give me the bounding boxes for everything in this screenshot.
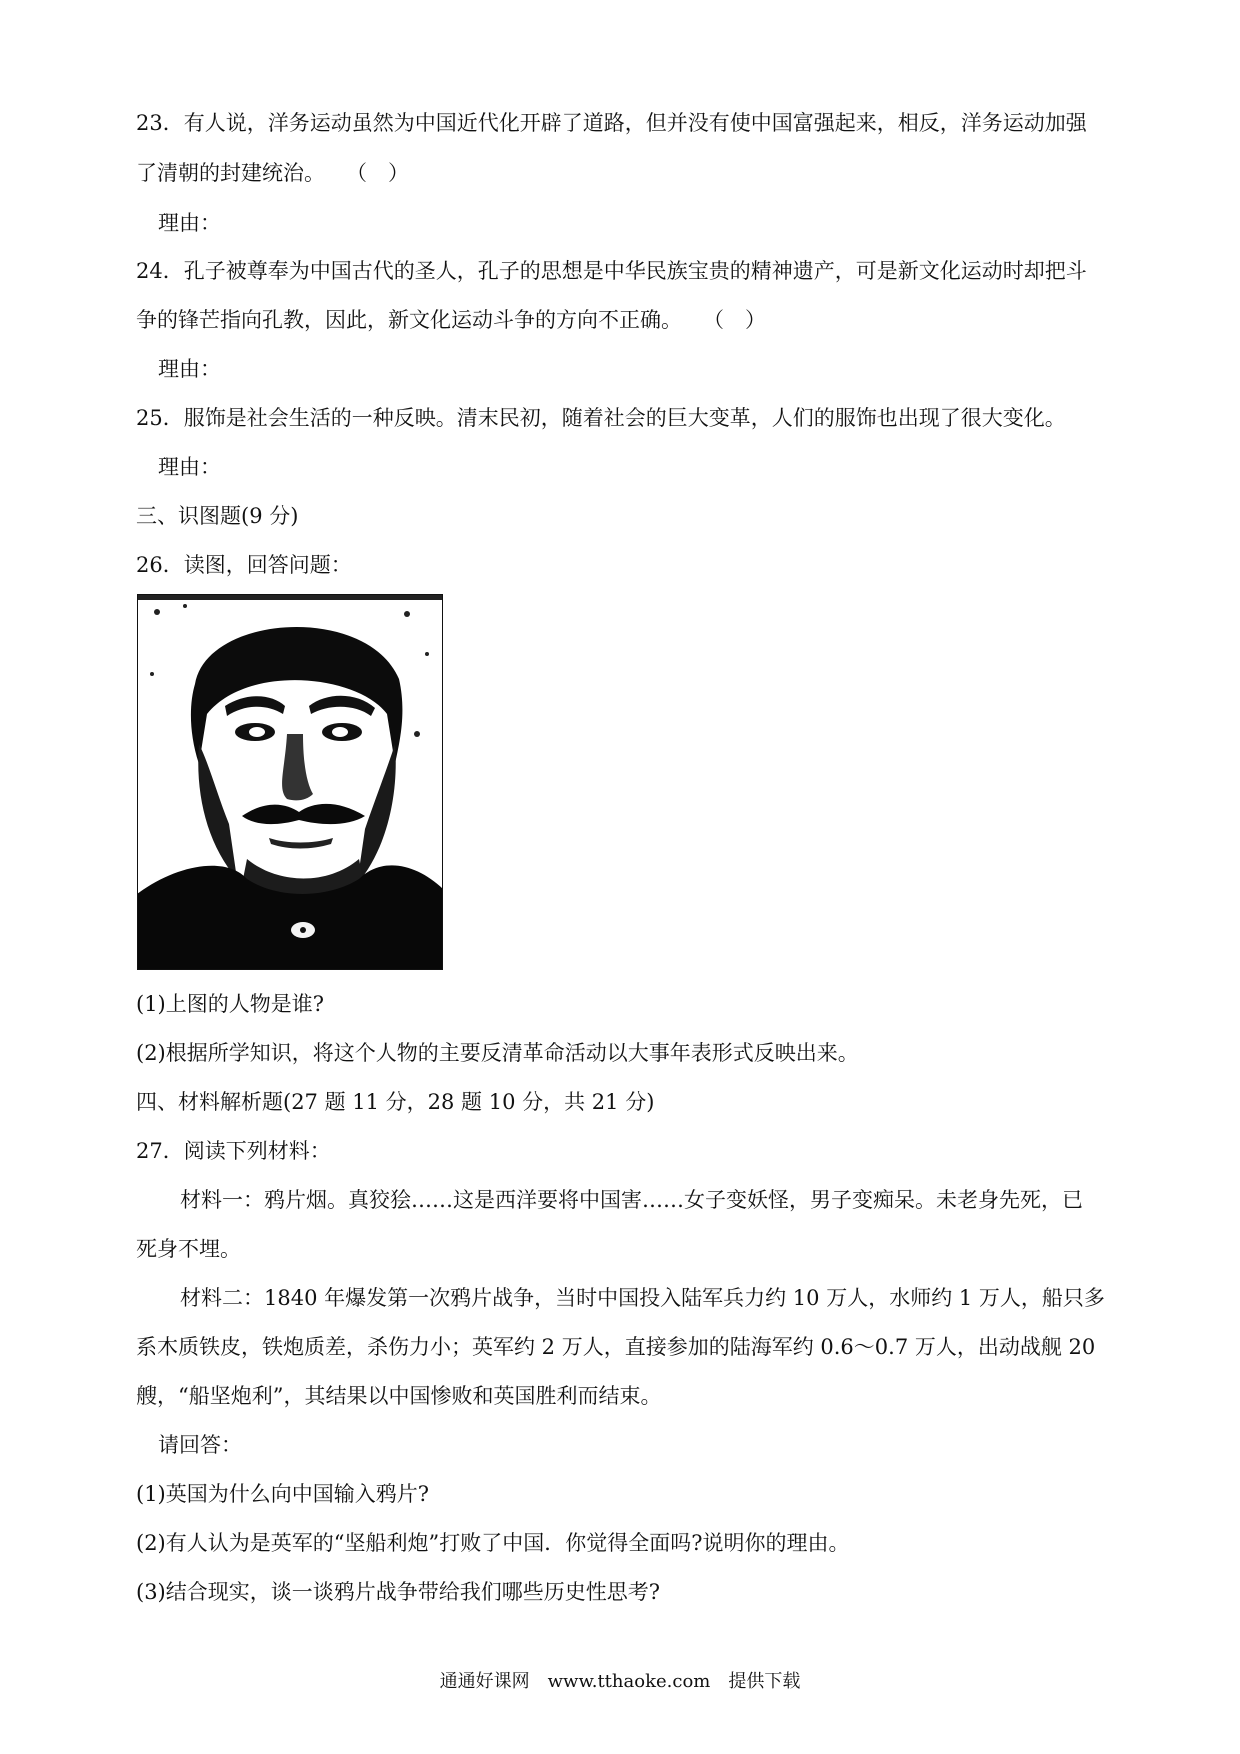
q27-material1-line2: 死身不埋。 — [136, 1237, 241, 1261]
q23-line1: 23．有人说，洋务运动虽然为中国近代化开辟了道路，但并没有使中国富强起来，相反，洋务运动加强 — [136, 111, 1087, 135]
q27-sub1: (1)英国为什么向中国输入鸦片? — [136, 1482, 430, 1506]
q23-reason: 理由： — [158, 211, 221, 235]
q27-answer-prompt: 请回答： — [158, 1433, 242, 1457]
page-footer: 通通好课网 www.tthaoke.com 提供下载 — [439, 1671, 801, 1692]
section3-heading: 三、识图题(9 分) — [136, 504, 299, 528]
q26-prompt: 26．读图，回答问题： — [136, 553, 352, 577]
q27-sub3: (3)结合现实，谈一谈鸦片战争带给我们哪些历史性思考? — [136, 1580, 661, 1604]
q25-reason: 理由： — [158, 455, 221, 479]
q27-material2-line1: 材料二：1840 年爆发第一次鸦片战争，当时中国投入陆军兵力约 10 万人，水师约 1 万人，船只多 — [180, 1286, 1105, 1310]
q26-sub1: (1)上图的人物是谁? — [136, 992, 325, 1016]
q25-line1: 25．服饰是社会生活的一种反映。清末民初，随着社会的巨大变革，人们的服饰也出现了很大变化。 — [136, 406, 1066, 430]
q24-line2: 争的锋芒指向孔教，因此，新文化运动斗争的方向不正确。 （ ） — [136, 308, 766, 332]
q24-reason: 理由： — [158, 357, 221, 381]
q27-material2-line2: 系木质铁皮，铁炮质差，杀伤力小；英军约 2 万人，直接参加的陆海军约 0.6～0.7 万人，出动战舰 20 — [136, 1335, 1096, 1359]
q26-sub2: (2)根据所学知识，将这个人物的主要反清革命活动以大事年表形式反映出来。 — [136, 1041, 859, 1065]
section4-heading: 四、材料解析题(27 题 11 分，28 题 10 分，共 21 分) — [136, 1090, 655, 1114]
q27-material2-line3: 艘，“船坚炮利”，其结果以中国惨败和英国胜利而结束。 — [136, 1384, 662, 1408]
q27-sub2: (2)有人认为是英军的“坚船利炮”打败了中国．你觉得全面吗?说明你的理由。 — [136, 1531, 850, 1555]
q27-material1-line1: 材料一：鸦片烟。真狡狯……这是西洋要将中国害……女子变妖怪，男子变痴呆。未老身先死，已 — [180, 1188, 1083, 1212]
q24-line1: 24．孔子被尊奉为中国古代的圣人，孔子的思想是中华民族宝贵的精神遗产，可是新文化运动时却把斗 — [136, 259, 1087, 283]
q23-line2: 了清朝的封建统治。 （ ） — [136, 161, 409, 185]
portrait-photo — [137, 594, 443, 970]
q27-prompt: 27．阅读下列材料： — [136, 1139, 331, 1163]
